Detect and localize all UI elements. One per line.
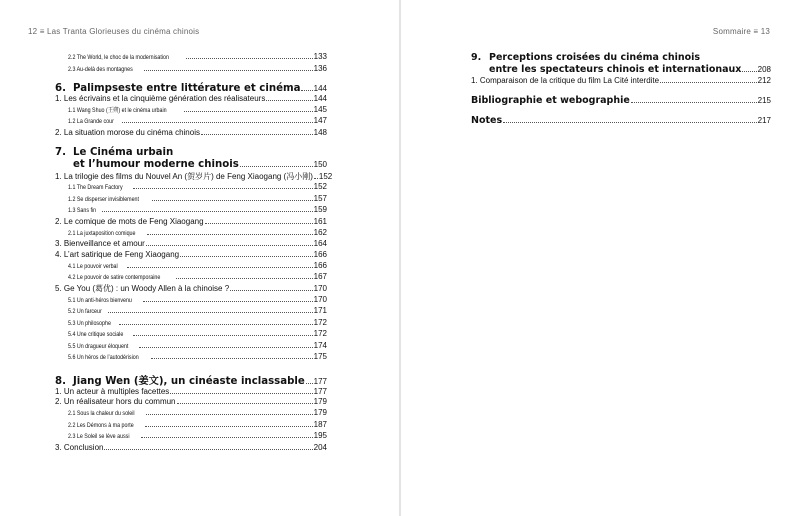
toc-bibliography[interactable]: [471, 95, 771, 107]
left-running-header: 12 ≡ Las Tranta Glorieuses du cinéma chinois: [28, 27, 200, 36]
toc-entry[interactable]: [55, 420, 327, 432]
toc-entry-page: 195: [313, 431, 327, 441]
chapter-title: Palimpseste entre littérature et cinéma: [73, 83, 301, 94]
toc-entry-text: 4.1 Le pouvoir verbal: [68, 262, 118, 270]
toc-entry-page: 171: [313, 306, 327, 316]
toc-entry-text: 5.3 Un philosophe: [68, 319, 111, 327]
toc-entry[interactable]: [55, 318, 327, 330]
toc-entry[interactable]: [55, 217, 327, 228]
toc-entry[interactable]: [55, 443, 327, 454]
section-title: Notes: [471, 114, 503, 126]
chapter-number: 9.: [471, 52, 482, 63]
chapter-title-line1: Le Cinéma urbain: [73, 146, 174, 158]
toc-chapter-6[interactable]: [55, 83, 327, 94]
toc-entry-text: 2. Le comique de mots de Feng Xiaogang: [55, 216, 204, 226]
toc-entry[interactable]: [55, 116, 327, 128]
toc-entry-page: 174: [313, 340, 327, 350]
toc-entry[interactable]: [55, 341, 327, 353]
toc-entry-page: 148: [313, 127, 327, 137]
toc-entry-text: 5.1 Un anti-héros bienvenu: [68, 296, 132, 304]
toc-entry[interactable]: [55, 431, 327, 443]
toc-entry-page: 157: [313, 193, 327, 203]
toc-notes[interactable]: [471, 115, 771, 127]
toc-entry[interactable]: [55, 250, 327, 261]
chapter-title-line1: Perceptions croisées du cinéma chinois: [489, 52, 701, 63]
right-running-header: Sommaire ≡ 13: [712, 27, 770, 36]
toc-entry-page: 167: [313, 272, 327, 282]
toc-entry-text: 5.6 Un héros de l’autodérision: [68, 354, 139, 362]
toc-entry-text: 2.3 Au-delà des montagnes: [68, 65, 133, 73]
toc-entry[interactable]: [55, 272, 327, 284]
left-page: [0, 0, 399, 516]
toc-entry-page: 145: [313, 104, 327, 114]
chapter-page: 150: [313, 160, 327, 170]
toc-entry-text: 1. Un acteur à multiples facettes: [55, 386, 170, 396]
toc-chapter-7[interactable]: [55, 147, 327, 172]
toc-entry-page: 172: [313, 317, 327, 327]
toc-entry-text: 1. Comparaison de la critique du film La Cité interdite: [471, 76, 660, 85]
toc-entry[interactable]: [471, 76, 771, 87]
toc-entry-page: 162: [313, 227, 327, 237]
left-toc: [55, 52, 333, 453]
toc-entry[interactable]: [55, 182, 327, 194]
toc-entry[interactable]: [55, 171, 333, 183]
toc-entry-page: 136: [313, 63, 327, 73]
toc-entry-page: 179: [313, 408, 327, 418]
chapter-title-line2: entre les spectateurs chinois et internationaux: [489, 64, 742, 75]
toc-entry[interactable]: [55, 408, 327, 420]
toc-entry-page: 164: [313, 239, 327, 249]
toc-chapter-8[interactable]: [55, 372, 327, 387]
toc-entry-text: 2.2 Les Démons à ma porte: [68, 421, 134, 429]
toc-entry-text: 3. Conclusion: [55, 442, 104, 452]
toc-entry[interactable]: [55, 352, 327, 364]
toc-entry-text: 1.1 Wang Shuo (王朔) et le cinéma urbain: [68, 106, 167, 114]
toc-entry-page: 166: [313, 249, 327, 259]
chapter-number: 6.: [55, 83, 66, 94]
toc-entry[interactable]: [55, 295, 327, 307]
toc-entry[interactable]: [55, 205, 327, 217]
toc-entry-page: 161: [313, 216, 327, 226]
chapter-title-line2: et l’humour moderne chinois: [73, 159, 239, 171]
toc-entry-text: 5. Ge You (葛优) : un Woody Allen à la chinoise ?: [55, 283, 230, 293]
chapter-page: 208: [757, 65, 771, 74]
toc-entry[interactable]: [55, 397, 327, 408]
toc-entry-text: 2.1 La juxtaposition comique: [68, 229, 136, 237]
toc-chapter-9[interactable]: [471, 52, 771, 76]
toc-entry-text: 4. L’art satirique de Feng Xiaogang: [55, 249, 180, 259]
right-page: [401, 0, 800, 516]
toc-entry-text: 2. La situation morose du cinéma chinois: [55, 127, 200, 137]
toc-entry-page: 204: [313, 442, 327, 452]
toc-entry-text: 2.1 Sous la chaleur du soleil: [68, 410, 135, 418]
chapter-page: 177: [313, 376, 327, 386]
toc-entry[interactable]: [55, 105, 327, 117]
section-page: 217: [757, 115, 771, 125]
toc-entry-page: 170: [313, 294, 327, 304]
toc-entry-text: 2. Un réalisateur hors du commun: [55, 397, 176, 407]
toc-entry-text: 5.2 Un farceur: [68, 308, 102, 316]
toc-entry-page: 170: [313, 283, 327, 293]
toc-entry-page: 177: [313, 386, 327, 396]
toc-entry-page: 212: [757, 76, 771, 85]
toc-entry-page: 159: [313, 205, 327, 215]
toc-entry-text: 1.1 The Dream Factory: [68, 184, 123, 192]
toc-entry[interactable]: [55, 239, 327, 250]
toc-entry-page: 147: [313, 116, 327, 126]
chapter-page: 144: [313, 84, 327, 93]
toc-entry-text: 5.4 Une critique sociale: [68, 331, 124, 339]
chapter-number: 8.: [55, 375, 66, 387]
toc-entry[interactable]: [55, 329, 327, 341]
toc-entry[interactable]: [55, 387, 327, 398]
toc-entry[interactable]: [55, 64, 327, 76]
toc-top-entries: [55, 52, 327, 75]
toc-entry-text: 1.3 Sans fin: [68, 207, 97, 215]
toc-entry-page: 133: [313, 52, 327, 61]
toc-entry-text: 2.2 The World, le choc de la modernisation: [68, 54, 169, 61]
toc-entry-text: 4.2 Le pouvoir de satire contemporaine: [68, 274, 161, 282]
toc-entry-text: 1.2 La Grande cour: [68, 118, 114, 126]
chapter-number: 7.: [55, 146, 66, 158]
toc-entry-page: 166: [313, 260, 327, 270]
toc-entry-page: 172: [313, 329, 327, 339]
toc-entry-page: 144: [313, 94, 327, 103]
toc-entry-text: 1.2 Se disperser invisiblement: [68, 195, 139, 203]
toc-entry[interactable]: [55, 306, 327, 318]
right-toc: [471, 52, 771, 127]
toc-entry-page: 152: [318, 171, 333, 181]
toc-entry-text: 2.3 Le Soleil se lève aussi: [68, 433, 130, 441]
toc-entry[interactable]: [55, 128, 327, 139]
toc-entry[interactable]: [55, 261, 327, 273]
toc-entry-text: 1. Les écrivains et la cinquième génération des réalisateurs: [55, 94, 266, 103]
toc-entry[interactable]: [55, 194, 327, 206]
toc-entry-page: 152: [313, 182, 327, 192]
toc-entry[interactable]: [55, 284, 327, 295]
toc-entry[interactable]: [55, 94, 327, 105]
toc-entry-page: 187: [313, 419, 327, 429]
toc-entry-page: 179: [313, 397, 327, 407]
section-page: 215: [757, 95, 771, 105]
toc-entry[interactable]: [55, 228, 327, 240]
toc-entry-page: 175: [313, 352, 327, 362]
toc-entry-text: 5.5 Un dragueur éloquent: [68, 342, 129, 350]
chapter-title: Jiang Wen (姜文), un cinéaste inclassable: [73, 375, 305, 387]
section-title: Bibliographie et webographie: [471, 94, 630, 106]
toc-entry-text: 1. La trilogie des films du Nouvel An (贺岁片) de Feng Xiaogang (冯小刚): [55, 171, 313, 181]
toc-entry[interactable]: [55, 52, 327, 64]
toc-entry-text: 3. Bienveillance et amour: [55, 239, 145, 249]
